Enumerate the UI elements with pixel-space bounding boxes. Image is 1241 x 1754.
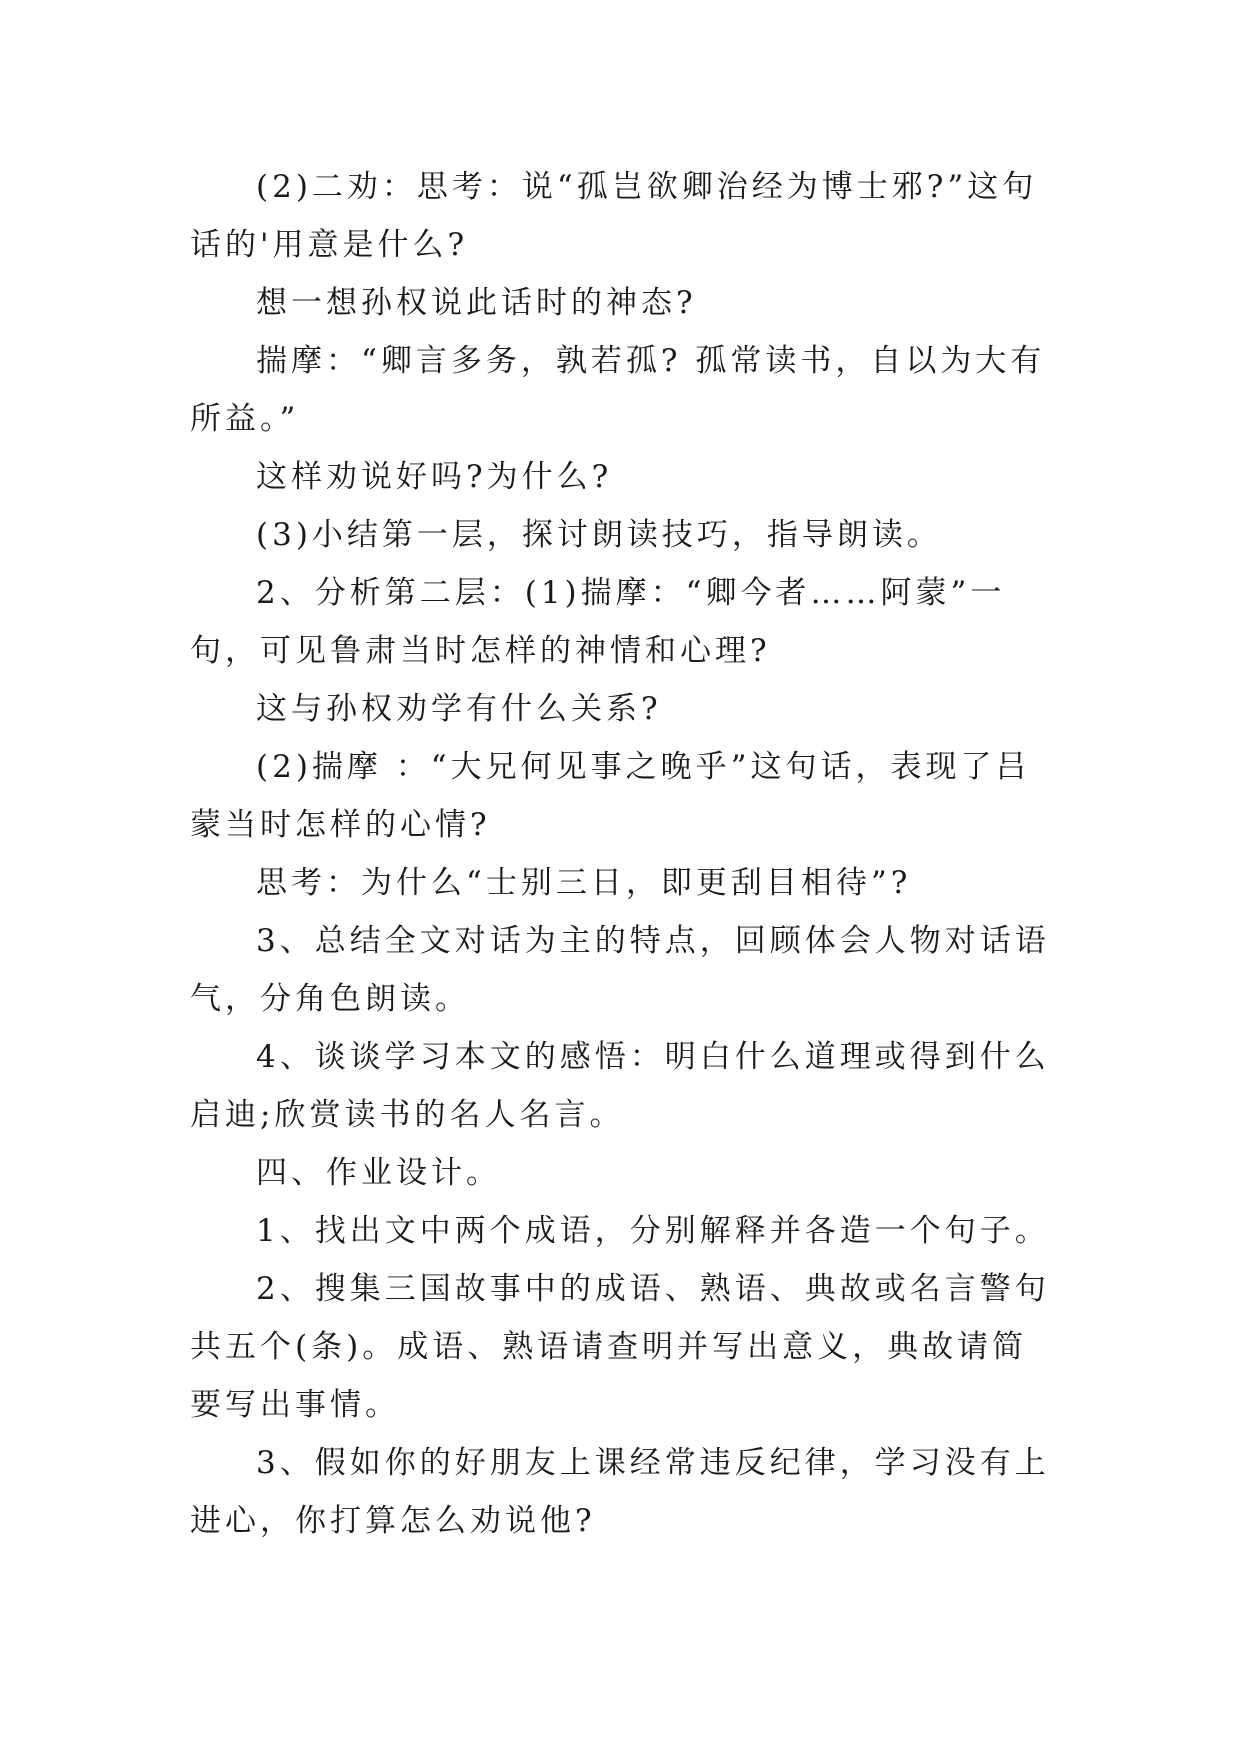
paragraph: 4、谈谈学习本文的感悟：明白什么道理或得到什么启迪;欣赏读书的名人名言。 <box>190 1039 1050 1133</box>
paragraph: 揣摩：“卿言多务，孰若孤? 孤常读书，自以为大有所益。” <box>190 343 1046 437</box>
paragraph: (2)二劝：思考：说“孤岂欲卿治经为博士邪?”这句话的'用意是什么? <box>190 169 1038 263</box>
section-heading: 四、作业设计。 <box>256 1155 501 1191</box>
paragraph: (2)揣摩 ：“大兄何见事之晚乎”这句话，表现了吕蒙当时怎样的心情? <box>190 749 1031 843</box>
paragraph: 2、分析第二层：(1)揣摩：“卿今者……阿蒙”一句，可见鲁肃当时怎样的神情和心理? <box>190 575 1006 669</box>
paragraph: 3、假如你的好朋友上课经常违反纪律，学习没有上进心，你打算怎么劝说他? <box>190 1445 1050 1539</box>
paragraph: 这样劝说好吗?为什么? <box>256 459 613 495</box>
paragraph: 思考：为什么“士别三日，即更刮目相待”? <box>256 865 912 901</box>
paragraph: 3、总结全文对话为主的特点，回顾体会人物对话语气，分角色朗读。 <box>190 923 1050 1017</box>
document-body <box>190 158 1050 1550</box>
paragraph: 2、搜集三国故事中的成语、熟语、典故或名言警句共五个(条)。成语、熟语请查明并写出意义，典故请简要写出事情。 <box>190 1271 1050 1423</box>
paragraph: 想一想孙权说此话时的神态? <box>256 285 697 321</box>
paragraph: (3)小结第一层，探讨朗读技巧，指导朗读。 <box>256 517 942 553</box>
paragraph: 1、找出文中两个成语，分别解释并各造一个句子。 <box>256 1213 1050 1249</box>
paragraph: 这与孙权劝学有什么关系? <box>256 691 662 727</box>
